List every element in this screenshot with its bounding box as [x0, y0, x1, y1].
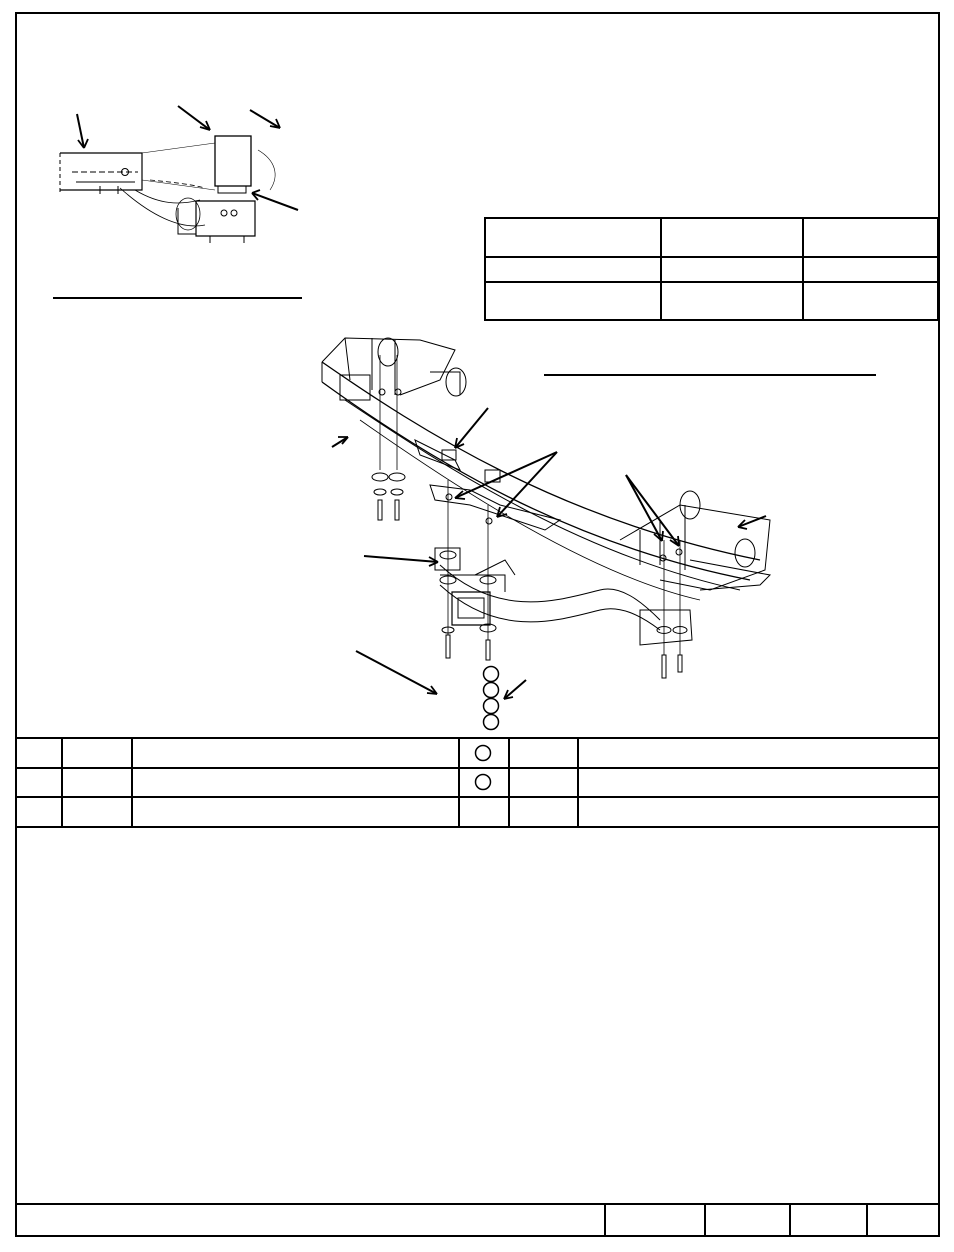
arrow-icon: [250, 110, 280, 128]
title-block: [16, 1204, 939, 1236]
arrow-icon: [738, 516, 766, 527]
arrow-icon: [252, 193, 298, 210]
arrow-icon: [497, 452, 557, 517]
reference-circles: [484, 667, 499, 730]
reference-circle: [484, 699, 499, 714]
arrow-icon: [178, 106, 210, 130]
arrow-icon: [356, 651, 437, 694]
reference-circle: [476, 746, 491, 761]
arrow-icon: [455, 452, 557, 498]
detail-leader-arrows: [77, 106, 298, 210]
receiver-hitch-detail-icon: [60, 136, 275, 243]
detail-view: [53, 106, 302, 298]
arrow-icon: [455, 408, 488, 448]
hitch-frame-exploded-icon: [322, 338, 770, 645]
arrow-icon: [626, 475, 662, 541]
reference-circle: [484, 715, 499, 730]
arrow-icon: [504, 680, 526, 699]
parts-list-table: [16, 738, 939, 827]
reference-circle: [484, 683, 499, 698]
application-table: [485, 218, 938, 320]
reference-circle: [476, 775, 491, 790]
arrow-icon: [364, 556, 438, 562]
reference-circle: [484, 667, 499, 682]
